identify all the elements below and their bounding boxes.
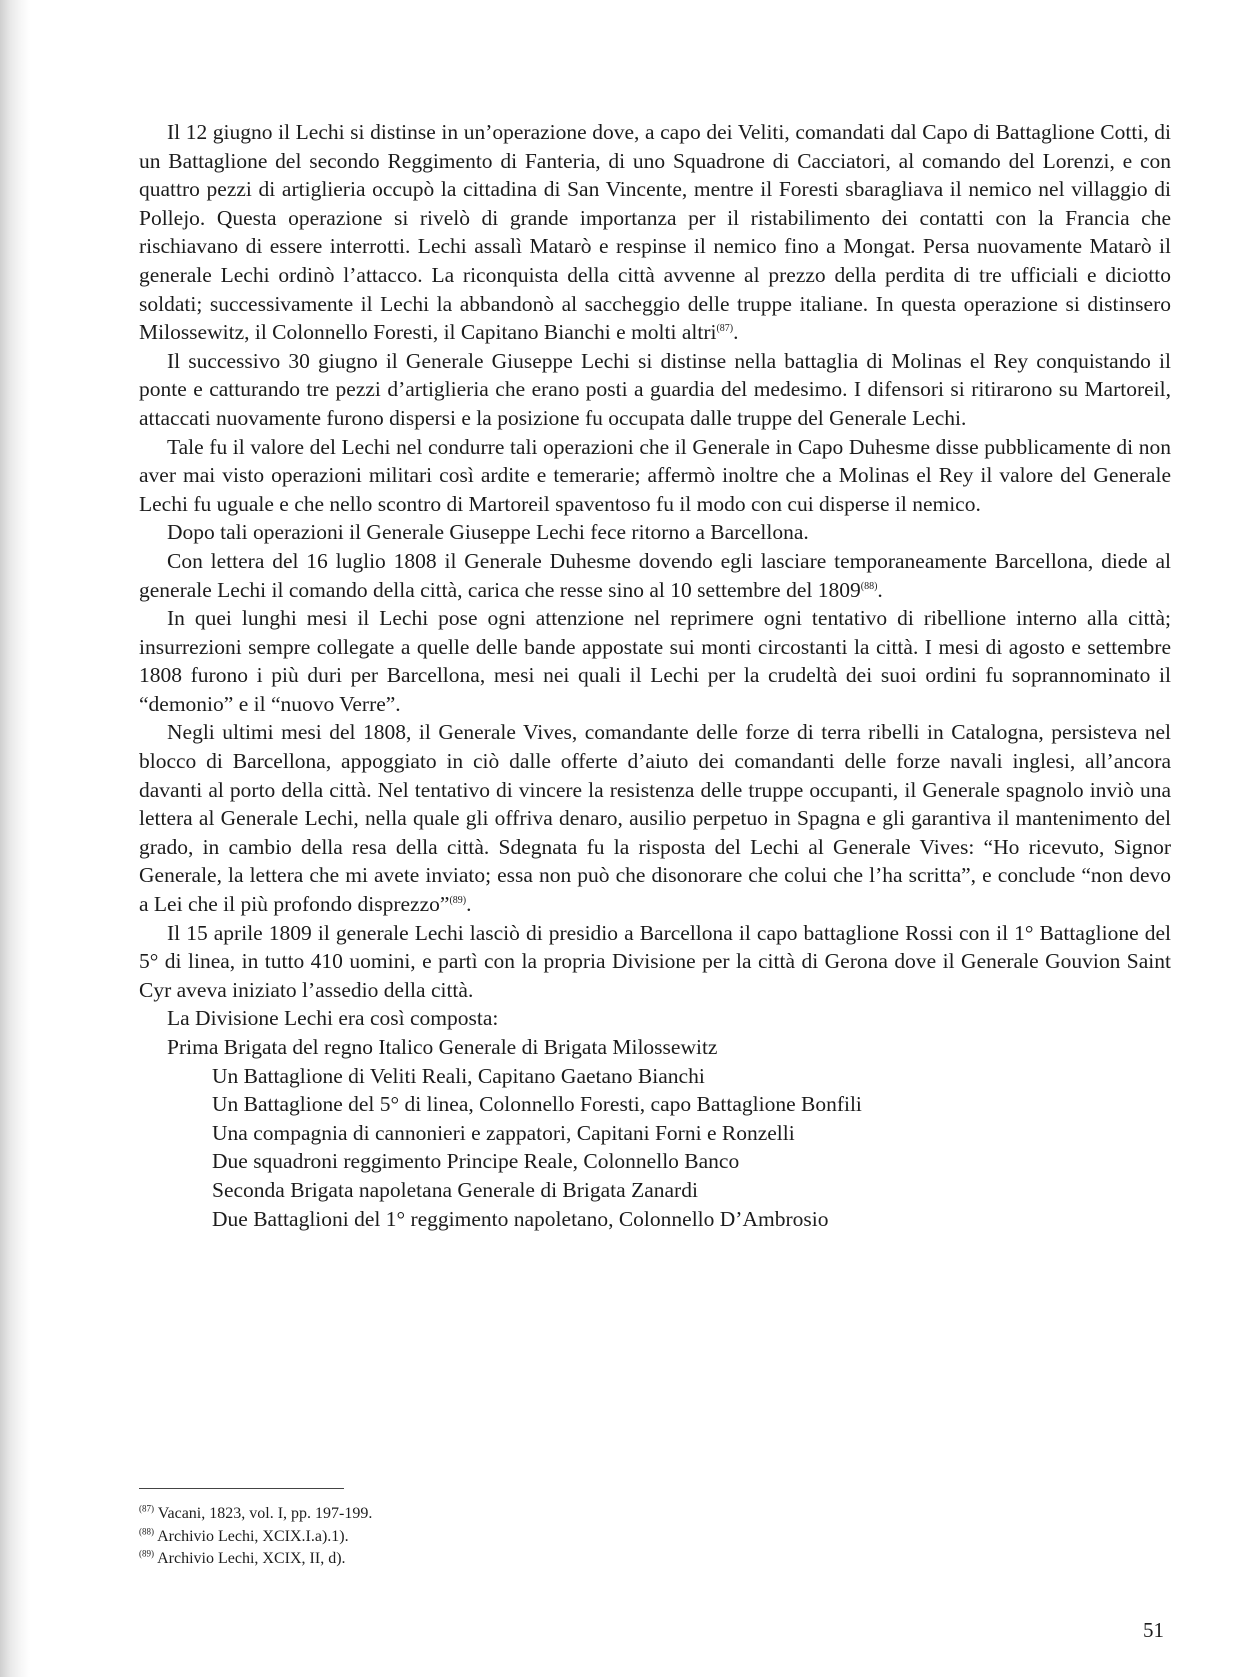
paragraph-6: In quei lunghi mesi il Lechi pose ogni attenzione nel reprimere ogni tentativo di ribellione interno alla città; insurrezioni sempre collegate a quelle delle bande appostate sui monti circostanti la città. I mesi di agosto e settembre 1808 furono i più duri per Barcellona, mesi nei quali il Lechi per la crudeltà dei suoi ordini fu soprannominato il “demonio” e il “nuovo Verre”. xyxy=(139,606,1171,716)
division-list-item: Seconda Brigata napoletana Generale di Brigata Zanardi xyxy=(212,1177,698,1202)
page-gutter-shadow xyxy=(0,0,30,1677)
division-list-intro: La Divisione Lechi era così composta: xyxy=(167,1006,499,1031)
page-number: 51 xyxy=(1143,1618,1164,1642)
paragraph-5: Con lettera del 16 luglio 1808 il Generale Duhesme dovendo egli lasciare temporaneamente Barcellona, diede al generale Lechi il comando della città, carica che resse sino al 10 settembre del 1809$^{(88)}$. xyxy=(139,548,1171,602)
footnote-ref-87: (87) xyxy=(716,323,734,334)
division-list-item: Una compagnia di cannonieri e zappatori, Capitani Forni e Ronzelli xyxy=(212,1120,795,1145)
paragraph-8: Il 15 aprile 1809 il generale Lechi lasciò di presidio a Barcellona il capo battaglione Rossi con il 1° Battaglione del 5° di linea, in tutto 410 uomini, e partì con la propria Divisione per la città di Gerona dove il Generale Gouvion Saint Cyr aveva iniziato l’assedio della città. xyxy=(139,920,1171,1002)
paragraph-1: Il 12 giugno il Lechi si distinse in un’operazione dove, a capo dei Veliti, comandati dal Capo di Battaglione Cotti, di un Battaglione del secondo Reggimento di Fanteria, di uno Squadrone di Cacciatori, al comando del Lorenzi, e con quattro pezzi di artiglieria occupò la cittadina di San Vincente, mentre il Foresti sbaragliava il nemico nel villaggio di Pollejo. Questa operazione si rivelò di grande importanza per il ristabilimento dei contatti con la Francia che rischiavano di essere interrotti. Lechi assalì Matarò e respinse il nemico fino a Mongat. Persa nuovamente Matarò il generale Lechi ordinò l’attacco. La riconquista della città avvenne al prezzo della perdita di tre ufficiali e diciotto soldati; successivamente il Lechi la abbandonò al saccheggio delle truppe italiane. In questa operazione si distinsero Milossewitz, il Colonnello Foresti, il Capitano Bianchi e molti altri$^{(87)}$. xyxy=(139,120,1171,345)
footnote-mark: (87) xyxy=(139,1503,154,1514)
paragraph-3: Tale fu il valore del Lechi nel condurre tali operazioni che il Generale in Capo Duhesme disse pubblicamente di non aver mai visto operazioni militari così ardite e temerarie; affermò inoltre che a Molinas el Rey il valore del Generale Lechi fu uguale e che nello scontro di Martoreil spaventoso fu il modo con cui disperse il nemico. xyxy=(139,434,1171,516)
division-list-item: Un Battaglione del 5° di linea, Colonnello Foresti, capo Battaglione Bonfili xyxy=(212,1092,862,1117)
page-body xyxy=(139,118,1171,1233)
footnote-mark: (88) xyxy=(139,1526,154,1537)
footnote-mark: (89) xyxy=(139,1548,154,1559)
footnote-divider xyxy=(139,1488,344,1489)
footnote-ref-88: (88) xyxy=(860,580,878,592)
paragraph-2: Il successivo 30 giugno il Generale Giuseppe Lechi si distinse nella battaglia di Molinas el Rey conquistando il ponte e catturando tre pezzi d’artiglieria che erano posti a guardia del medesimo. I difensori si ritirarono su Martoreil, attaccati nuovamente furono dispersi e la posizione fu occupata dalle truppe del Generale Lechi. xyxy=(139,348,1171,430)
footnote-87: $^{(87)}$ Vacani, 1823, vol. I, pp. 197-199. xyxy=(139,1503,373,1522)
division-list-item: Due Battaglioni del 1° reggimento napoletano, Colonnello D’Ambrosio xyxy=(212,1206,829,1231)
division-list-item: Un Battaglione di Veliti Reali, Capitano Gaetano Bianchi xyxy=(212,1063,705,1088)
footnote-89: $^{(89)}$ Archivio Lechi, XCIX, II, d). xyxy=(139,1548,346,1567)
paragraph-7: Negli ultimi mesi del 1808, il Generale Vives, comandante delle forze di terra ribelli in Catalogna, persisteva nel blocco di Barcellona, appoggiato in ciò dalle offerte d’aiuto dei comandanti delle forze navali inglesi, all’ancora davanti al porto della città. Nel tentativo di vincere la resistenza delle truppe occupanti, il Generale spagnolo inviò una lettera al Generale Lechi, nella quale gli offriva denaro, ausilio perpetuo in Spagna e gli garantiva il mantenimento del grado, in cambio della resa della città. Sdegnata fu la risposta del Lechi al Generale Vives: “Ho ricevuto, Signor Generale, la lettera che mi avete inviato; essa non può che disonorare che colui che l’ha scritta”, e conclude “non devo a Lei che il più profondo disprezzo”$^{(89)}$. xyxy=(139,720,1171,917)
footnote-ref-89: (89) xyxy=(449,894,467,906)
division-list-item: Due squadroni reggimento Principe Reale, Colonnello Banco xyxy=(212,1149,740,1174)
footnotes-section xyxy=(139,1488,939,1571)
footnote-88: $^{(88)}$ Archivio Lechi, XCIX.I.a).1). xyxy=(139,1526,349,1545)
paragraph-4: Dopo tali operazioni il Generale Giuseppe Lechi fece ritorno a Barcellona. xyxy=(167,520,809,545)
division-list-header: Prima Brigata del regno Italico Generale di Brigata Milossewitz xyxy=(167,1035,718,1059)
